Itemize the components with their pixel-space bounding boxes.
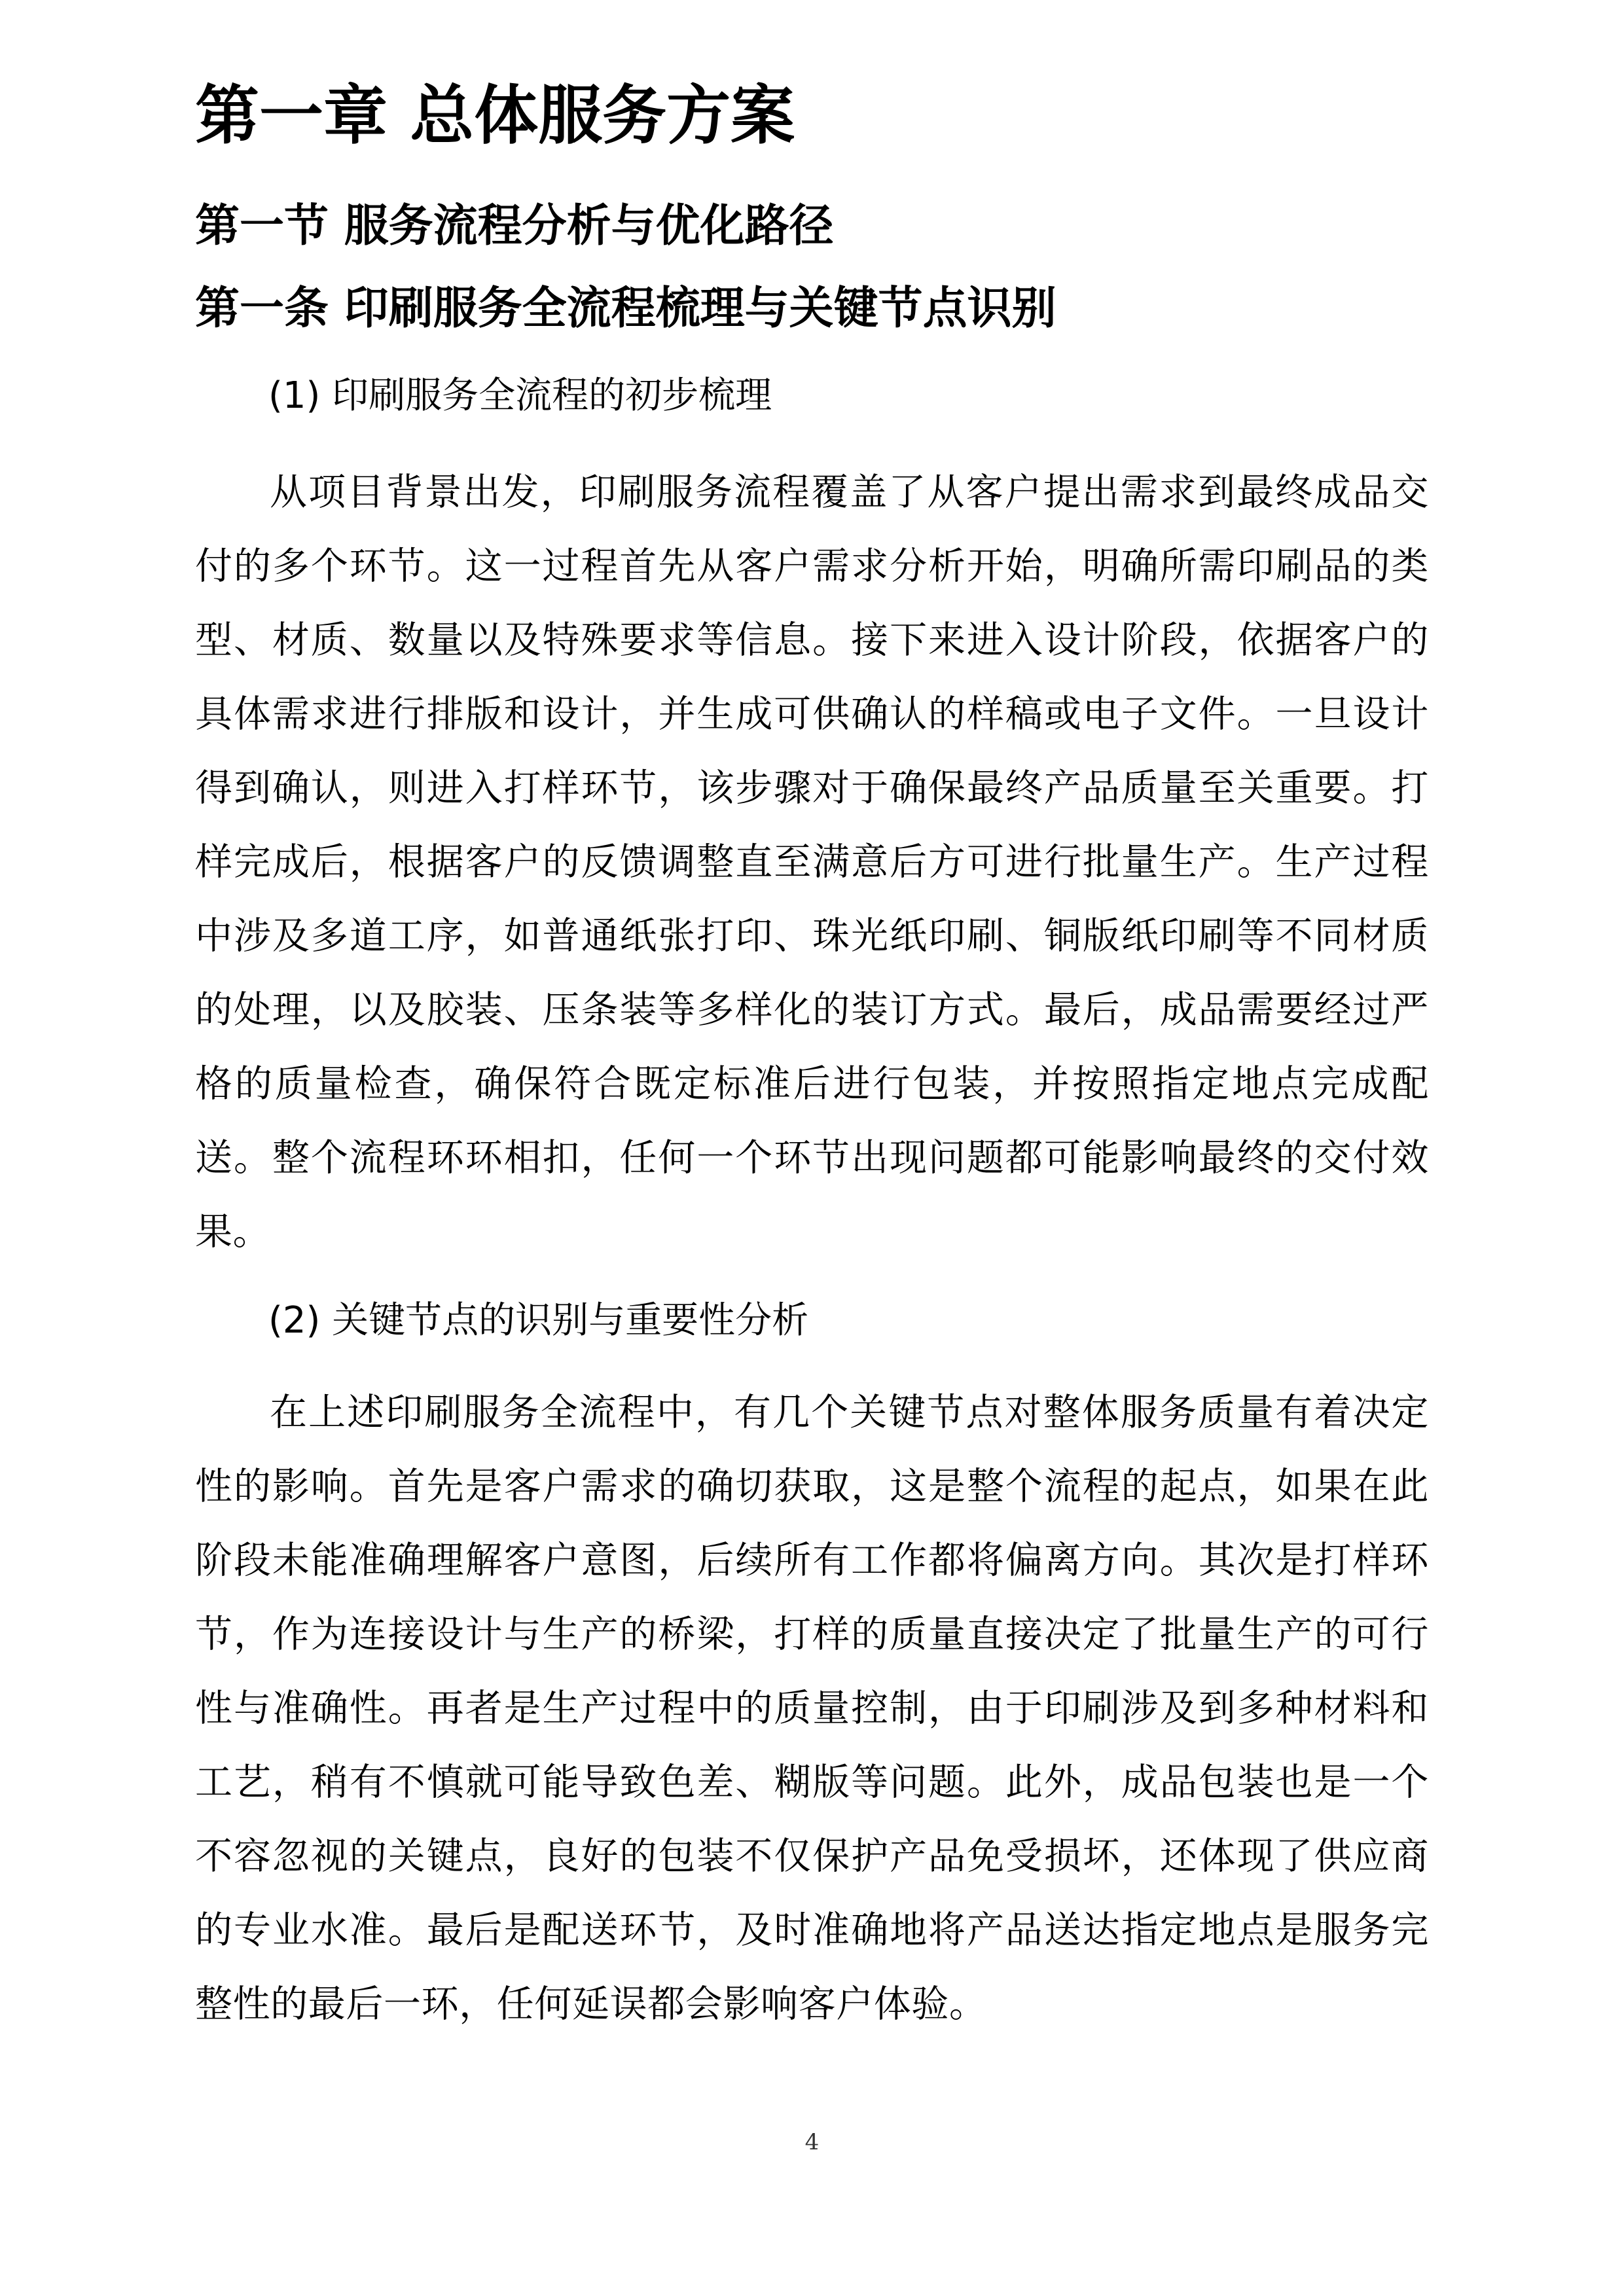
article-title: 第一条 印刷服务全流程梳理与关键节点识别 [195,283,1056,334]
subsection-heading-1: (1) 印刷服务全流程的初步梳理 [268,374,772,417]
paragraph-2: 在上述印刷服务全流程中，有几个关键节点对整体服务质量有着决定性的影响。首先是客户需求的确切获取，这是整个流程的起点，如果在此阶段未能准确理解客户意图，后续所有工作都将偏离方向。其次是打样环节，作为连接设计与生产的桥梁，打样的质量直接决定了批量生产的可行性与准确性。再者是生产过程中的质量控制，由于印刷涉及到多种材料和工艺，稍有不慎就可能导致色差、糊版等问题。此外，成品包装也是一个不容忽视的关键点，良好的包装不仅保护产品免受损坏，还体现了供应商的专业水准。最后是配送环节，及时准确地将产品送达指定地点是服务完整性的最后一环，任何延误都会影响客户体验。 [195,1391,1429,2026]
chapter-title: 第一章 总体服务方案 [195,79,795,153]
section-title: 第一节 服务流程分析与优化路径 [195,200,834,252]
page-number: 4 [804,2129,820,2155]
subsection-heading-2: (2) 关键节点的识别与重要性分析 [268,1299,809,1342]
paragraph-1: 从项目背景出发，印刷服务流程覆盖了从客户提出需求到最终成品交付的多个环节。这一过程首先从客户需求分析开始，明确所需印刷品的类型、材质、数量以及特殊要求等信息。接下来进入设计阶段，依据客户的具体需求进行排版和设计，并生成可供确认的样稿或电子文件。一旦设计得到确认，则进入打样环节，该步骤对于确保最终产品质量至关重要。打样完成后，根据客户的反馈调整直至满意后方可进行批量生产。生产过程中涉及多道工序，如普通纸张打印、珠光纸印刷、铜版纸印刷等不同材质的处理，以及胶装、压条装等多样化的装订方式。最后，成品需要经过严格的质量检查，确保符合既定标准后进行包装，并按照指定地点完成配送。整个流程环环相扣，任何一个环节出现问题都可能影响最终的交付效果。 [195,471,1429,1253]
